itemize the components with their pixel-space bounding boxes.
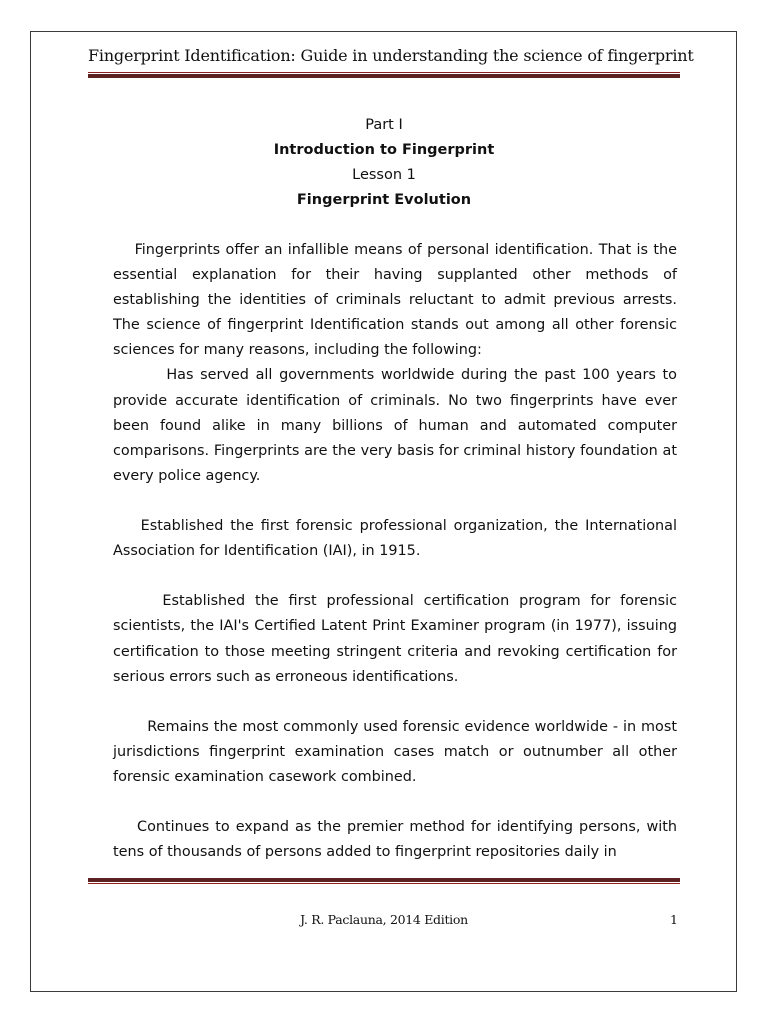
paragraph: Remains the most commonly used forensic evidence worldwide - in most jurisdictions fingerprint examination cases match or outnumber all other forensic examination casework combined.: [113, 718, 677, 785]
body-text: [113, 238, 677, 865]
section-titles: [88, 113, 680, 213]
header-rule: [88, 72, 680, 78]
part-label: Part I: [365, 117, 403, 133]
page-number: 1: [670, 912, 678, 927]
paragraph: Established the first professional certification program for forensic scientists, the IAI's Certified Latent Print Examiner program (in 1977), issuing certification to those meeting stringent criteria and revoking certification for serious errors such as erroneous identifications.: [113, 593, 677, 685]
paragraph: Continues to expand as the premier method for identifying persons, with tens of thousands of persons added to fingerprint repositories daily in: [113, 819, 677, 861]
part-title: Introduction to Fingerprint: [273, 142, 495, 158]
footer-author-edition: J. R. Paclauna, 2014 Edition: [300, 912, 468, 927]
lesson-label: Lesson 1: [352, 167, 416, 183]
paragraph: Established the first forensic professional organization, the International Association for Identification (IAI), in 1915.: [113, 518, 677, 560]
lesson-title: Fingerprint Evolution: [296, 192, 472, 208]
paragraph: Has served all governments worldwide during the past 100 years to provide accurate identification of criminals. No two fingerprints have ever been found alike in many billions of human and automated computer comparisons. Fingerprints are the very basis for criminal history foundation at every police agency.: [113, 367, 677, 484]
footer-rule: [88, 877, 680, 884]
running-header-title: Fingerprint Identification: Guide in understanding the science of fingerprint: [88, 46, 694, 65]
paragraph: Fingerprints offer an infallible means of personal identification. That is the essential explanation for their having supplanted other methods of establishing the identities of criminals reluctant to admit previous arrests. The science of fingerprint Identification stands out among all other forensic sciences for many reasons, including the following:: [113, 242, 677, 359]
